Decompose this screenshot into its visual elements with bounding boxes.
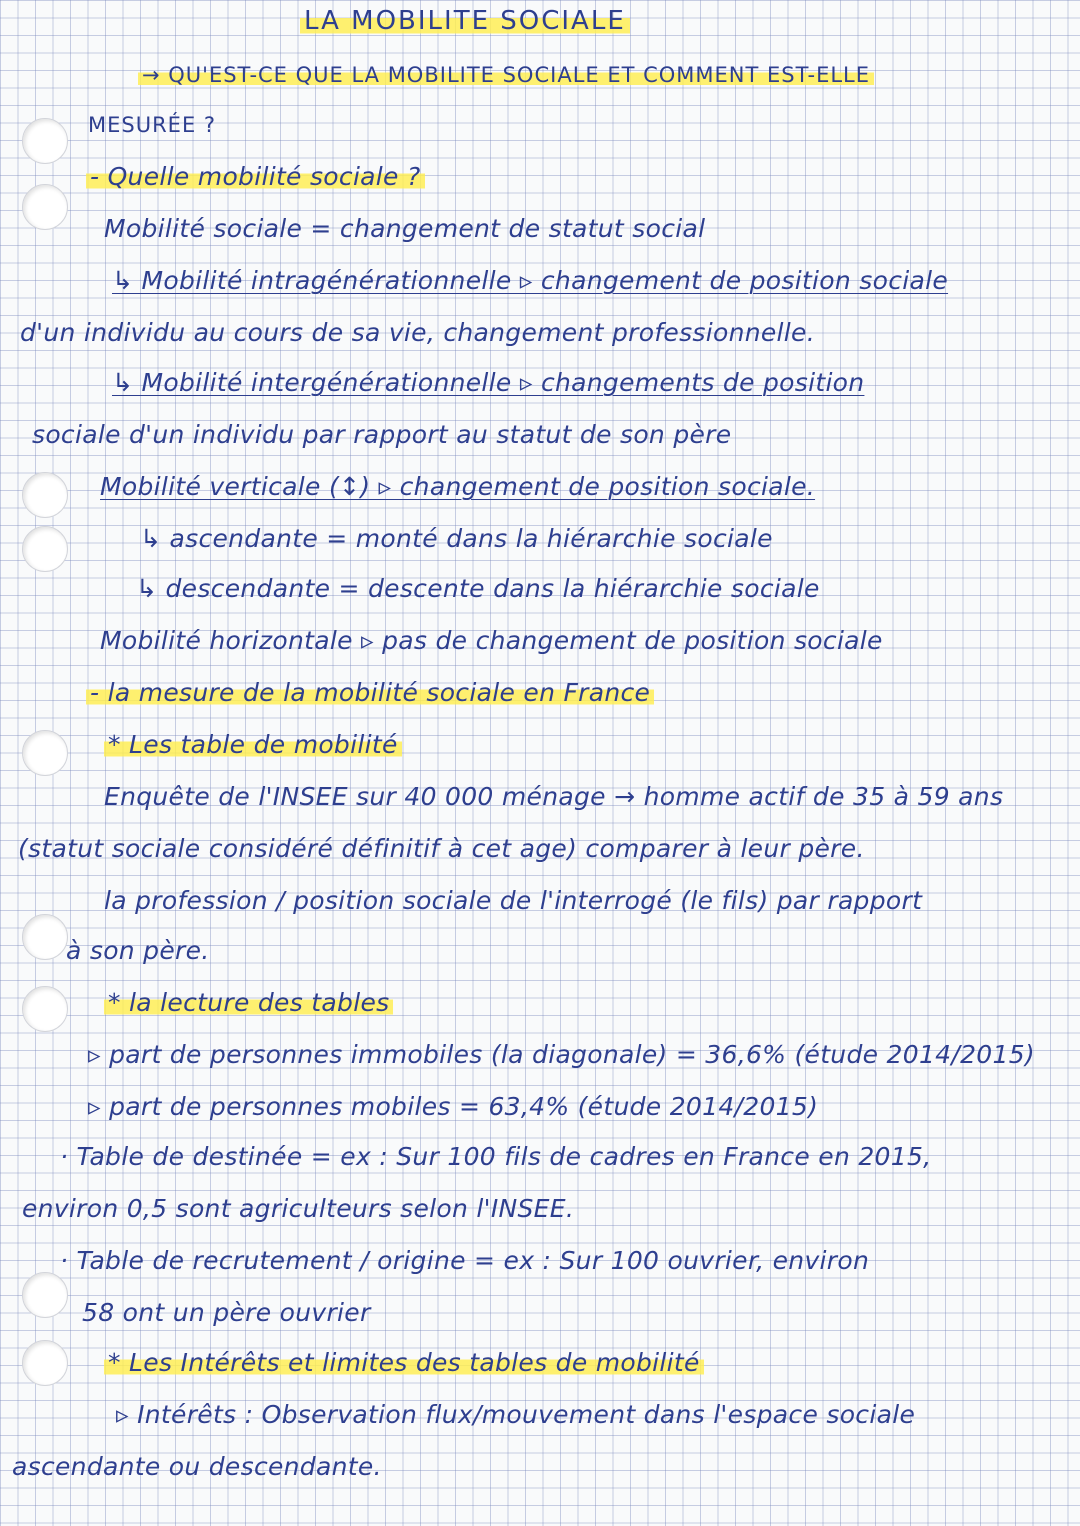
text-line: la profession / position sociale de l'interrogé (le fils) par rapport [104, 886, 923, 915]
binder-hole [22, 118, 68, 164]
binder-hole [22, 526, 68, 572]
definition-line: ↳ ascendante = monté dans la hiérarchie sociale [140, 524, 773, 553]
page-title: LA MOBILITE SOCIALE [300, 4, 630, 38]
binder-hole [22, 1272, 68, 1318]
text-line: à son père. [66, 936, 210, 965]
question-line-2: MESURÉE ? [88, 113, 217, 137]
subsection-heading: * Les table de mobilité [104, 728, 402, 762]
text-line: ▹ part de personnes mobiles = 63,4% (étude 2014/2015) [88, 1092, 819, 1121]
subsection-heading: * Les Intérêts et limites des tables de mobilité [104, 1346, 704, 1380]
definition-line: ↳ descendante = descente dans la hiérarchie sociale [136, 574, 820, 603]
text-line: (statut sociale considéré définitif à cet age) comparer à leur père. [18, 834, 865, 863]
text-line: ascendante ou descendante. [12, 1452, 382, 1481]
text-line: · Table de destinée = ex : Sur 100 fils de cadres en France en 2015, [60, 1142, 932, 1171]
text-line: ▹ Intérêts : Observation flux/mouvement dans l'espace sociale [116, 1400, 916, 1429]
binder-hole [22, 914, 68, 960]
definition-line: Mobilité sociale = changement de statut social [104, 214, 706, 243]
definition-line: Mobilité horizontale ▹ pas de changement de position sociale [100, 626, 883, 655]
subsection-heading: * la lecture des tables [104, 986, 393, 1020]
text-line: Enquête de l'INSEE sur 40 000 ménage → homme actif de 35 à 59 ans [104, 782, 1004, 811]
text-line: environ 0,5 sont agriculteurs selon l'INSEE. [22, 1194, 575, 1223]
definition-line: ↳ Mobilité intergénérationnelle ▹ changements de position [112, 368, 865, 397]
section-heading: - Quelle mobilité sociale ? [86, 160, 425, 194]
definition-line: Mobilité verticale (↕) ▹ changement de position sociale. [100, 472, 816, 501]
binder-hole [22, 472, 68, 518]
binder-hole [22, 1340, 68, 1386]
question-line-1: → QU'EST-CE QUE LA MOBILITE SOCIALE ET COMMENT EST-ELLE [138, 58, 874, 92]
binder-hole [22, 730, 68, 776]
definition-line: ↳ Mobilité intragénérationnelle ▹ changement de position sociale [112, 266, 949, 295]
binder-hole [22, 184, 68, 230]
text-line: 58 ont un père ouvrier [82, 1298, 371, 1327]
text-line: ▹ part de personnes immobiles (la diagonale) = 36,6% (étude 2014/2015) [88, 1040, 1035, 1069]
text-line: · Table de recrutement / origine = ex : Sur 100 ouvrier, environ [60, 1246, 870, 1275]
binder-hole [22, 986, 68, 1032]
definition-line: d'un individu au cours de sa vie, changement professionnelle. [20, 318, 815, 347]
section-heading: - la mesure de la mobilité sociale en France [86, 676, 654, 710]
definition-line: sociale d'un individu par rapport au statut de son père [32, 420, 732, 449]
